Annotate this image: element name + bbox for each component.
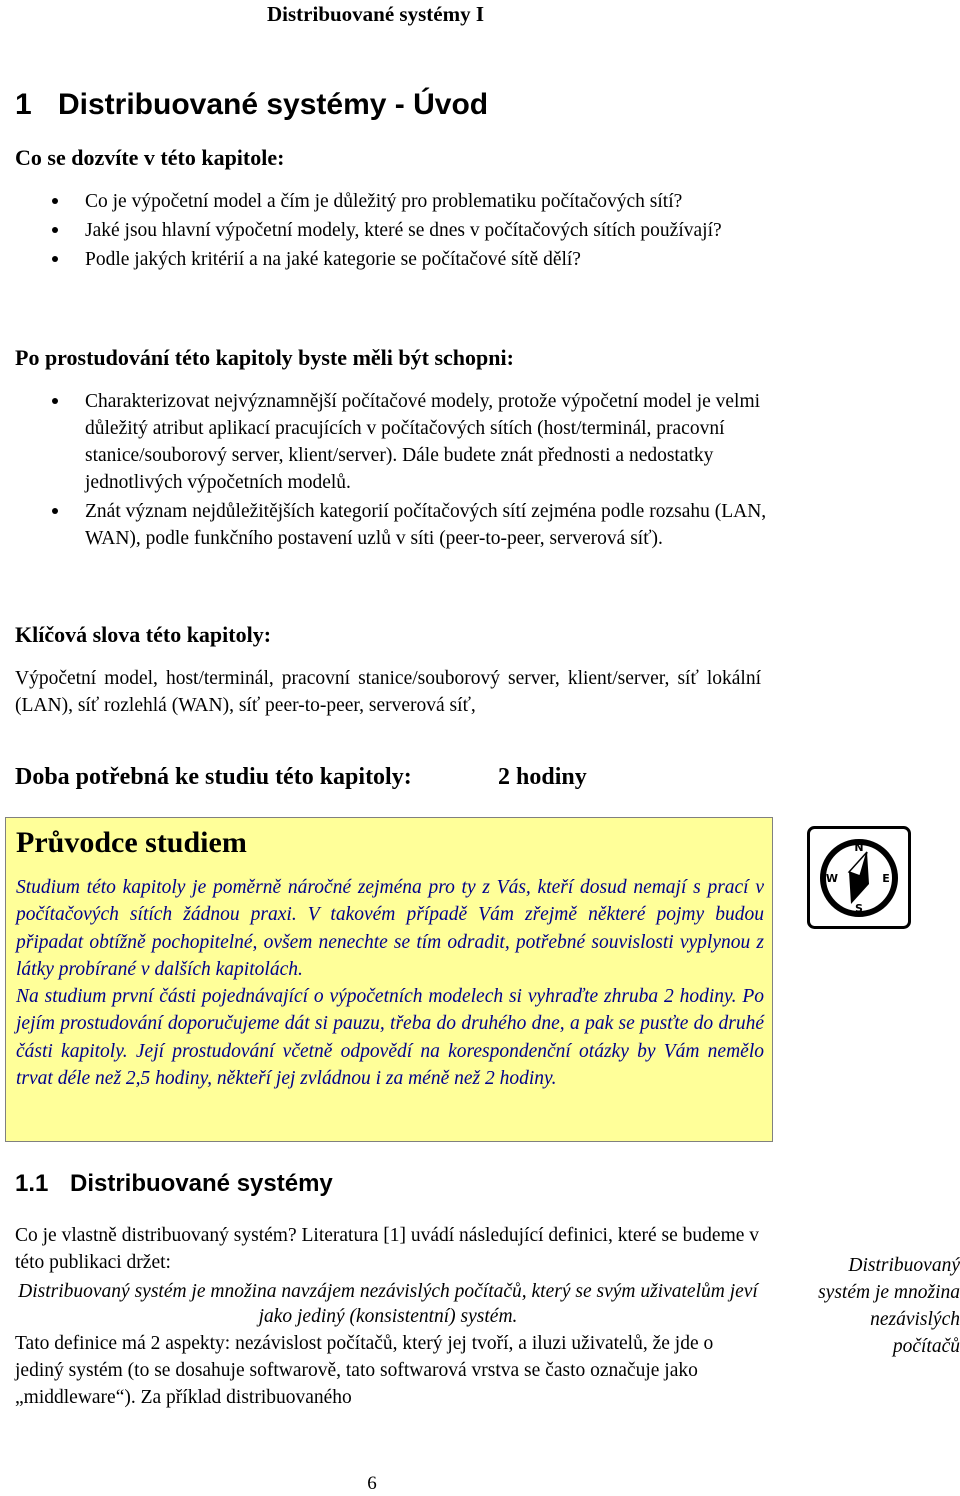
margin-note: Distribuovaný systém je množina nezávislých počítačů <box>818 1255 960 1357</box>
definition-text: Distribuovaný systém je množina navzájem nezávislých počítačů, který se svým uživatelům jeví jako jediný (konsistentní) systém. <box>18 1281 758 1327</box>
study-guide-title: Průvodce studiem <box>16 826 247 859</box>
duration-line <box>15 764 587 791</box>
chapter-heading <box>15 88 488 122</box>
study-guide-paragraph: Na studium první části pojednávající o výpočetních modelech si vyhraďte zhruba 2 hodiny. Po jejím prostudování doporučujeme dát si pauzu, třeba do druhého dne, a pak se pusťte do druhé části kapitoly. Její prostudování včetně odpovědí na korespondenční otázky by Vám nemělo trvat déle než 2,5 hodiny, někteří jej zvládnou i za méně než 2 hodiny. <box>16 986 764 1090</box>
learn-list <box>52 188 772 273</box>
compass-letter-s: S <box>855 902 863 915</box>
list-item: Jaké jsou hlavní výpočetní modely, které se dnes v počítačových sítích používají? <box>52 217 772 244</box>
compass-icon <box>807 826 911 929</box>
page-number: 6 <box>367 1473 377 1494</box>
running-header-title: Distribuované systémy I <box>267 2 485 26</box>
section-intro: Co je vlastně distribuovaný systém? Literatura [1] uvádí následující definici, které se budeme v této publikaci držet: <box>15 1225 760 1273</box>
objectives-heading: Po prostudování této kapitoly byste měli být schopni: <box>15 345 514 370</box>
chapter-title: Distribuované systémy - Úvod <box>58 88 489 121</box>
chapter-number: 1 <box>15 88 32 121</box>
keywords-heading: Klíčová slova této kapitoly: <box>15 622 272 647</box>
duration-value: 2 hodiny <box>498 764 587 790</box>
compass-letter-n: N <box>854 841 864 854</box>
learn-heading: Co se dozvíte v této kapitole: <box>15 145 285 170</box>
list-item: Co je výpočetní model a čím je důležitý pro problematiku počítačových sítí? <box>52 188 772 215</box>
list-item: Charakterizovat nejvýznamnější počítačové modely, protože výpočetní model je velmi důležitý atribut aplikací pracujících v počítačových sítích (host/terminál, pracovní stanice/souborový server, klient/server). Dále budete znát přednosti a nedostatky jednotlivých výpočetních modelů. <box>52 388 772 496</box>
section-number: 1.1 <box>15 1170 49 1197</box>
compass-letter-w: W <box>825 872 839 885</box>
study-guide-box <box>5 817 773 1142</box>
compass-letter-e: E <box>882 872 890 885</box>
study-guide-text <box>16 874 764 1092</box>
study-guide-paragraph: Studium této kapitoly je poměrně náročné zejména pro ty z Vás, kteří dosud nemají s prací v počítačových sítích žádnou praxi. V takovém případě Vám zřejmě některé pojmy budou připadat obtížně pochopitelné, ovšem nenechte se tím odradit, potřebné souvislosti vyplynou z látky probírané v dalších kapitolách. <box>16 877 764 980</box>
duration-label: Doba potřebná ke studiu této kapitoly: <box>15 764 412 790</box>
objectives-list <box>52 388 772 552</box>
section-title: Distribuované systémy <box>70 1170 333 1197</box>
section-body: Tato definice má 2 aspekty: nezávislost počítačů, který jej tvoří, a iluzi uživatelů, že jde o jediný systém (to se dosahuje softwarově, tato softwarová vrstva se často označuje jako „middleware“). Za příklad distribuovaného <box>15 1333 714 1408</box>
section-heading <box>15 1170 333 1198</box>
list-item: Podle jakých kritérií a na jaké kategorie se počítačové sítě dělí? <box>52 246 772 273</box>
keywords-text: Výpočetní model, host/terminál, pracovní stanice/souborový server, klient/server, síť lokální (LAN), síť rozlehlá (WAN), síť peer-to-peer, serverová síť, <box>15 668 761 716</box>
list-item: Znát význam nejdůležitějších kategorií počítačových sítí zejména podle rozsahu (LAN, WAN), podle funkčního postavení uzlů v síti (peer-to-peer, serverová síť). <box>52 498 772 552</box>
